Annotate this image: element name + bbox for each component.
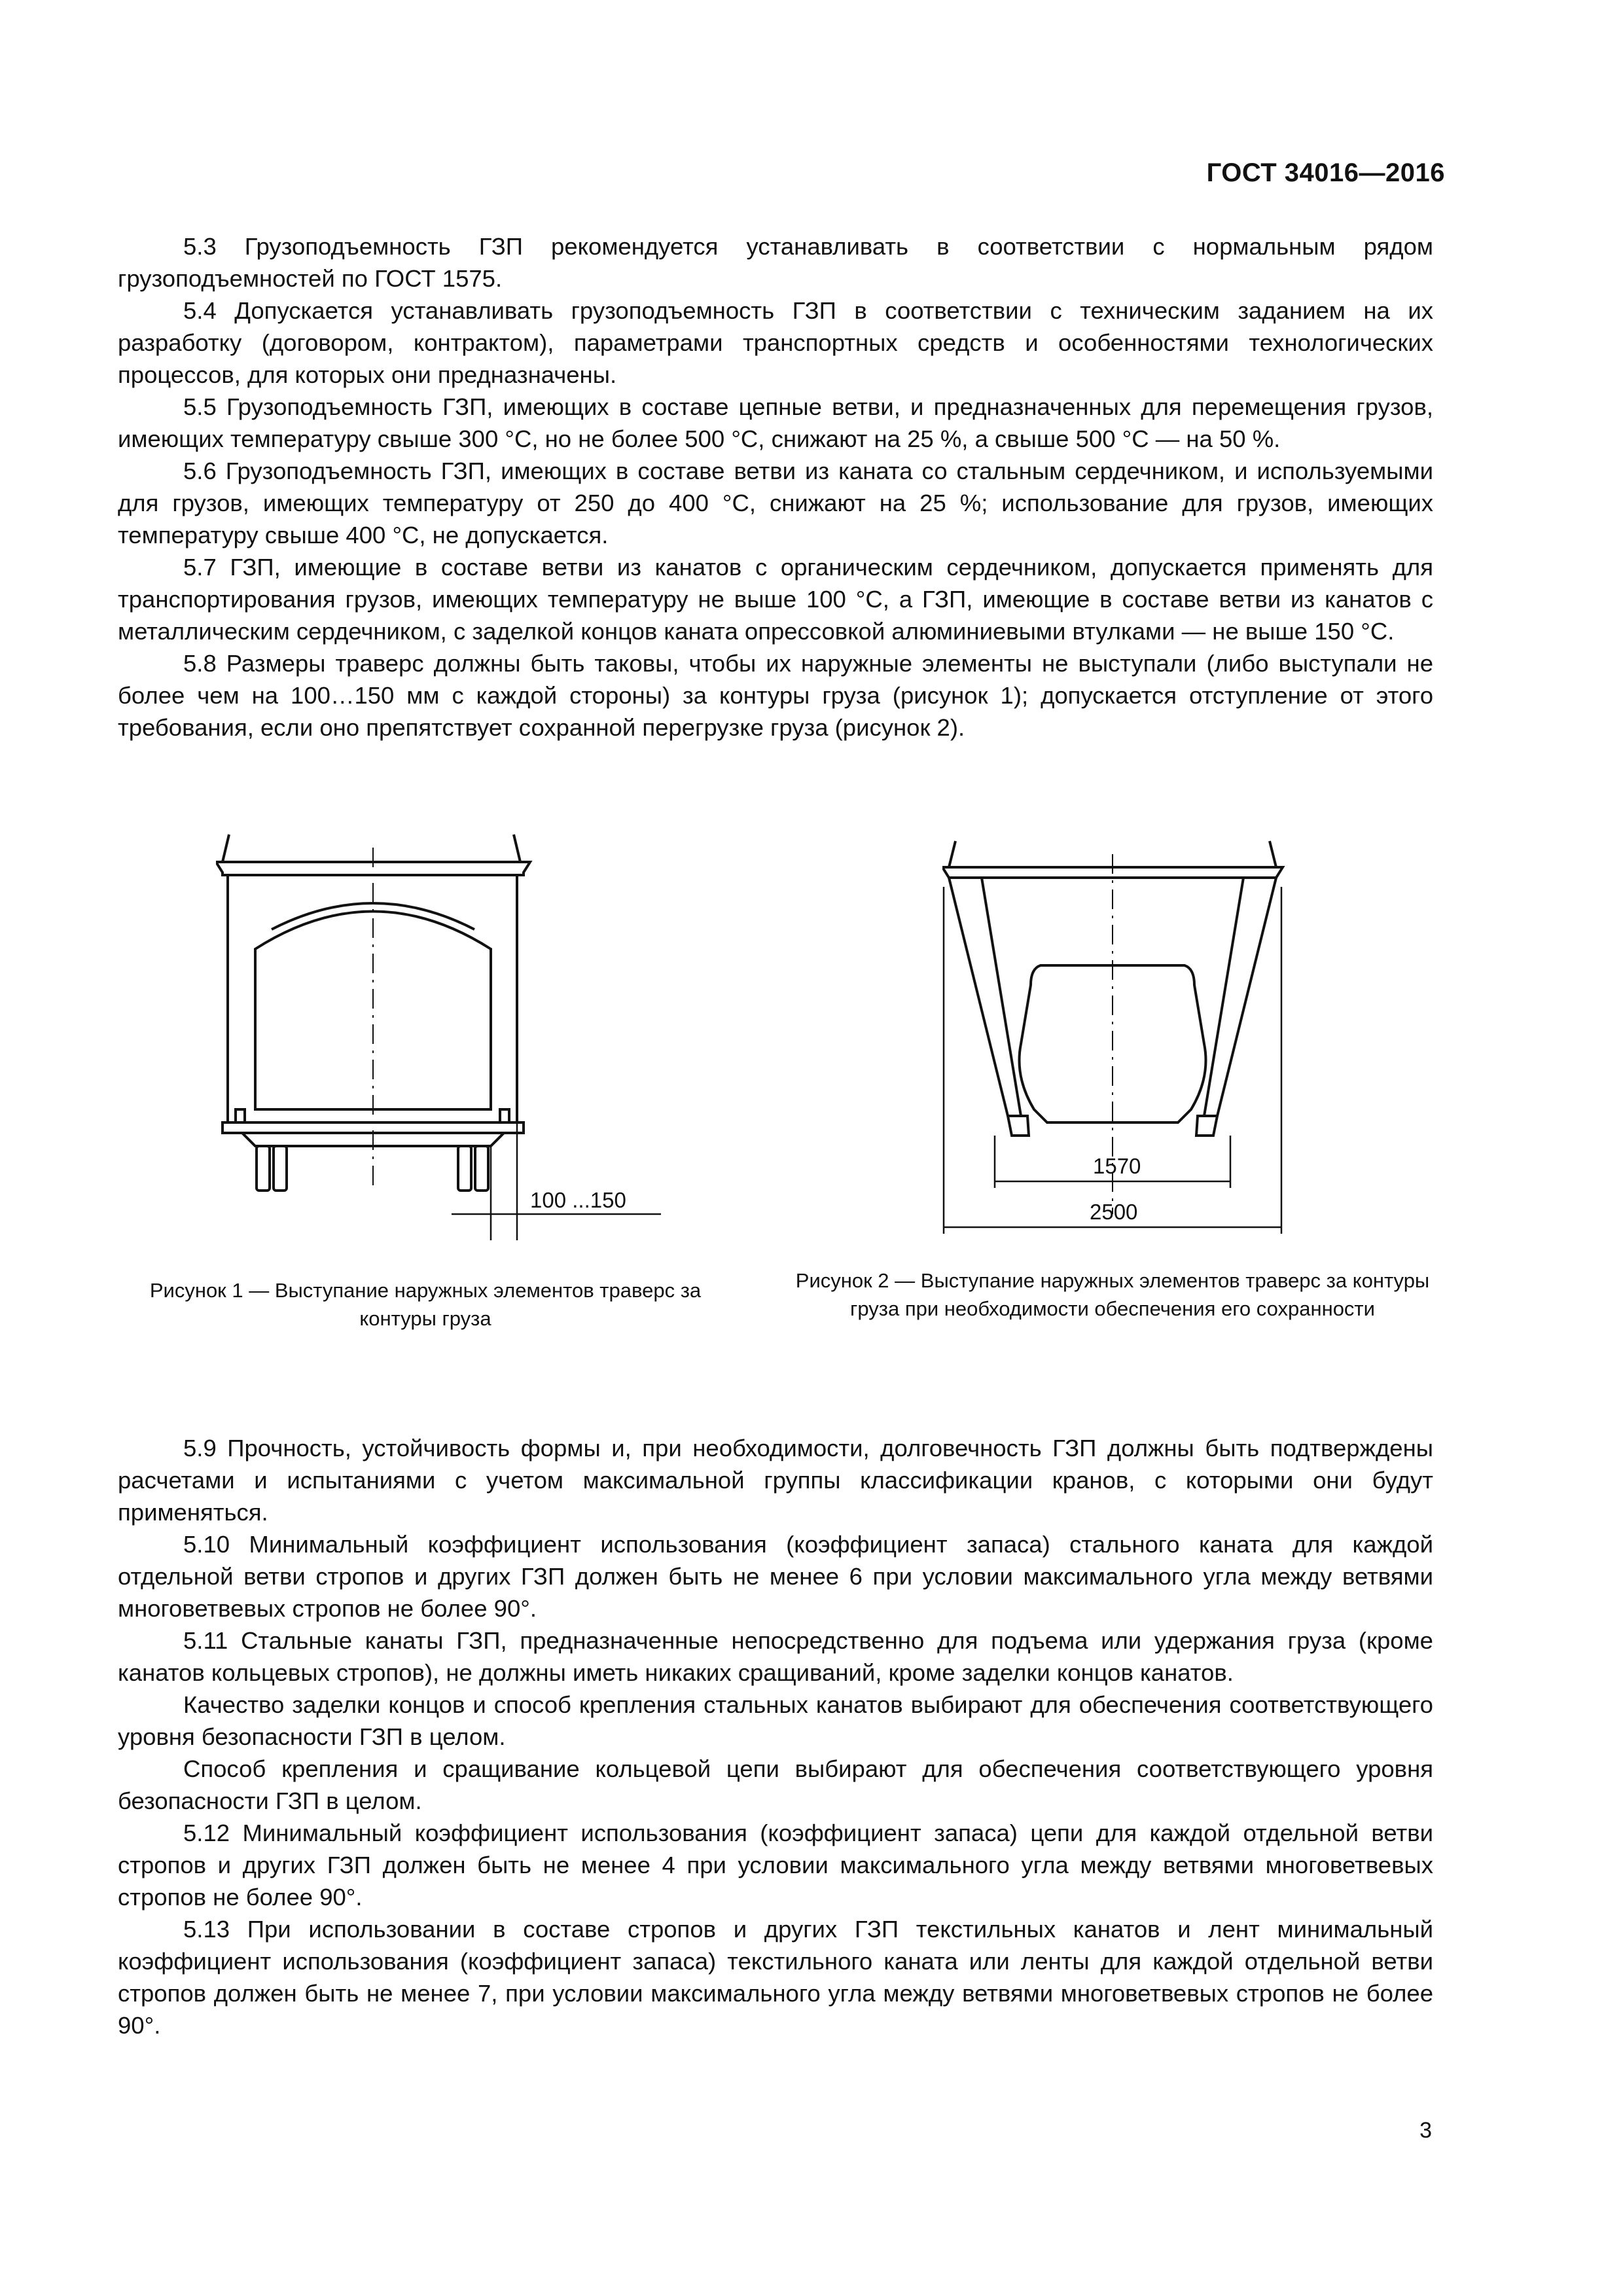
figure-1-dimension-label: 100 ...150	[530, 1188, 626, 1212]
paragraph-5-11: 5.11 Стальные канаты ГЗП, предназначенные непосредственно для подъема или удержания груза (кроме канатов кольцевых стропов), не должны иметь никаких сращиваний, кроме заделки концов канатов.	[118, 1627, 1433, 1686]
text-block-top	[118, 230, 1433, 744]
figure-2-dimension-outer: 2500	[1090, 1200, 1138, 1224]
figure-2-drawing	[942, 828, 1296, 1240]
figure-2-caption: Рисунок 2 — Выступание наружных элементов траверс за контуры груза при необходимости обеспечения его сохранности	[795, 1269, 1430, 1320]
paragraph-5-11-quality: Качество заделки концов и способ крепления стальных канатов выбирают для обеспечения соответствующего уровня безопасности ГЗП в целом.	[118, 1691, 1433, 1750]
figure-1-caption: Рисунок 1 — Выступание наружных элементов траверс за контуры груза	[149, 1279, 702, 1330]
paragraph-5-10: 5.10 Минимальный коэффициент использования (коэффициент запаса) стального каната для каждой отдельной ветви стропов и других ГЗП должен быть не менее 6 при условии максимального угла между ветвями многоветвевых стропов не более 90°.	[118, 1531, 1433, 1622]
figure-2-dimension-inner: 1570	[1093, 1154, 1141, 1178]
document-code-header: ГОСТ 34016—2016	[1206, 158, 1445, 187]
paragraph-5-12: 5.12 Минимальный коэффициент использования (коэффициент запаса) цепи для каждой отдельной ветви стропов и других ГЗП должен быть не менее 4 при условии максимального угла между ветвями многоветвевых стропов не более 90°.	[118, 1820, 1433, 1910]
paragraph-5-11-chain: Способ крепления и сращивание кольцевой цепи выбирают для обеспечения соответствующего уровня безопасности ГЗП в целом.	[118, 1755, 1433, 1814]
text-block-bottom	[118, 1432, 1433, 2041]
paragraph-5-5: 5.5 Грузоподъемность ГЗП, имеющих в составе цепные ветви, и предназначенных для перемещения грузов, имеющих температуру свыше 300 °С, но не более 500 °С, снижают на 25 %, а свыше 500 °С — на 50 %.	[118, 393, 1433, 452]
page-number: 3	[1419, 2118, 1432, 2143]
paragraph-5-13: 5.13 При использовании в составе стропов и других ГЗП текстильных канатов и лент минимальный коэффициент использования (коэффициент запаса) текстильного каната или ленты для каждой отдельной ветви стропов должен быть не менее 7, при условии максимального угла между ветвями многоветвевых стропов не более 90°.	[118, 1916, 1433, 2039]
paragraph-5-9: 5.9 Прочность, устойчивость формы и, при необходимости, долговечность ГЗП должны быть подтверждены расчетами и испытаниями с учетом максимальной группы классификации кранов, с которыми они будут применяться.	[118, 1435, 1433, 1526]
figure-1-drawing	[216, 821, 661, 1240]
paragraph-5-8: 5.8 Размеры траверс должны быть таковы, чтобы их наружные элементы не выступали (либо выступали не более чем на 100…150 мм с каждой стороны) за контуры груза (рисунок 1); допускается отступление от этого требования, если оно препятствует сохранной перегрузке груза (рисунок 2).	[118, 650, 1433, 741]
paragraph-5-7: 5.7 ГЗП, имеющие в составе ветви из канатов с органическим сердечником, допускается применять для транспортирования грузов, имеющих температуру не выше 100 °С, а ГЗП, имеющие в составе ветви из канатов с металлическим сердечником, с заделкой концов каната опрессовкой алюминиевыми втулками — не выше 150 °С.	[118, 554, 1433, 645]
paragraph-5-4: 5.4 Допускается устанавливать грузоподъемность ГЗП в соответствии с техническим заданием на их разработку (договором, контрактом), параметрами транспортных средств и особенностями технологических процессов, для которых они предназначены.	[118, 297, 1433, 388]
paragraph-5-6: 5.6 Грузоподъемность ГЗП, имеющих в составе ветви из каната со стальным сердечником, и используемыми для грузов, имеющих температуру от 250 до 400 °С, снижают на 25 %; использование для грузов, имеющих температуру свыше 400 °С, не допускается.	[118, 457, 1433, 548]
paragraph-5-3: 5.3 Грузоподъемность ГЗП рекомендуется устанавливать в соответствии с нормальным рядом грузоподъемностей по ГОСТ 1575.	[118, 233, 1433, 292]
